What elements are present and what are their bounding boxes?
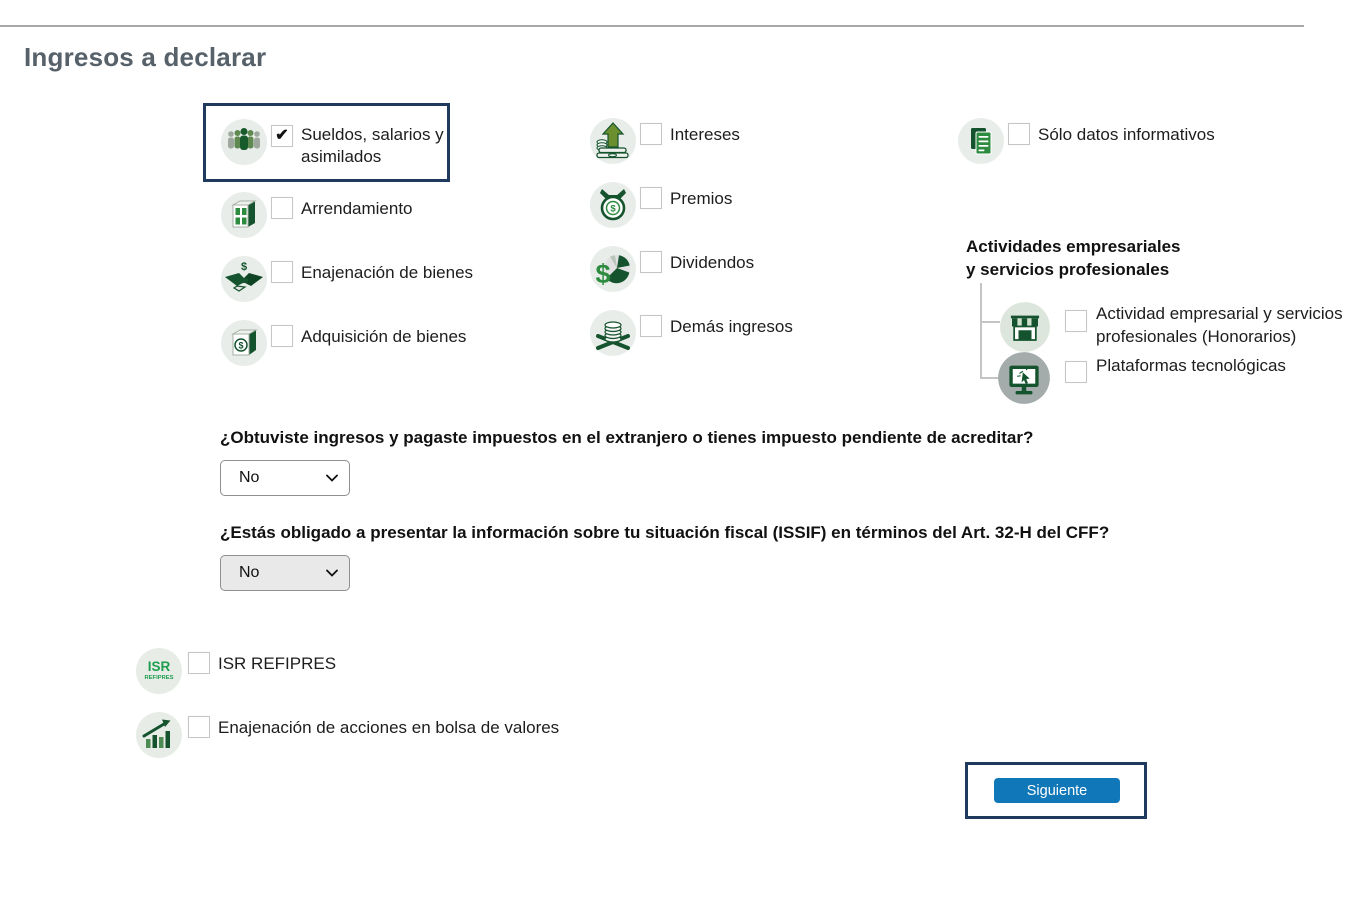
money-bag-icon — [589, 181, 637, 229]
handshake-dollar-icon — [220, 255, 268, 303]
pie-chart-dollar-icon — [589, 245, 637, 293]
acciones-bolsa-checkbox[interactable] — [188, 716, 210, 738]
issif-select[interactable] — [220, 555, 350, 591]
demas-ingresos-label: Demás ingresos — [670, 317, 793, 336]
svg-text:REFIPRES: REFIPRES — [144, 675, 174, 681]
premios-label: Premios — [670, 189, 733, 208]
top-divider — [0, 25, 1304, 27]
adquisicion-bienes-checkbox[interactable] — [271, 325, 293, 347]
premios-checkbox[interactable] — [640, 187, 662, 209]
chevron-down-icon — [326, 474, 338, 482]
next-button[interactable]: Siguiente — [994, 778, 1120, 803]
tree-connector-branch-1 — [980, 321, 1000, 323]
svg-text:$: $ — [610, 203, 616, 215]
page-title: Ingresos a declarar — [24, 42, 267, 72]
intereses-label: Intereses — [670, 125, 740, 144]
plataformas-checkbox[interactable] — [1065, 361, 1087, 383]
people-group-icon — [220, 118, 268, 166]
issif-question: ¿Estás obligado a presentar la información sobre tu situación fiscal (ISSIF) en términos del Art. 32-H del CFF? — [220, 523, 1110, 542]
svg-text:$: $ — [238, 340, 244, 351]
acciones-bolsa-label: Enajenación de acciones en bolsa de valores — [218, 718, 560, 737]
building-icon — [220, 191, 268, 239]
actividad-empresarial-checkbox[interactable] — [1065, 310, 1087, 332]
documents-icon — [957, 117, 1005, 165]
plataformas-label: Plataformas tecnológicas — [1096, 356, 1286, 375]
solo-datos-checkbox[interactable] — [1008, 123, 1030, 145]
svg-text:$: $ — [595, 259, 611, 289]
enajenacion-bienes-checkbox[interactable] — [271, 261, 293, 283]
foreign-income-question: ¿Obtuviste ingresos y pagaste impuestos en el extranjero o tienes impuesto pendiente de acreditar? — [220, 428, 1034, 447]
foreign-income-select[interactable] — [220, 460, 350, 496]
svg-text:ISR: ISR — [147, 659, 171, 674]
foreign-income-select-value: No — [239, 469, 260, 486]
enajenacion-bienes-label: Enajenación de bienes — [301, 263, 474, 282]
arrendamiento-checkbox[interactable] — [271, 197, 293, 219]
actividad-empresarial-label: Actividad empresarial y servicios profesionales (Honorarios) — [1096, 304, 1343, 346]
arrendamiento-label: Arrendamiento — [301, 199, 413, 218]
isr-refipres-label: ISR REFIPRES — [218, 654, 337, 673]
sueldos-checkbox[interactable] — [271, 125, 293, 147]
solo-datos-label: Sólo datos informativos — [1038, 125, 1215, 144]
dividendos-label: Dividendos — [670, 253, 755, 272]
check-icon: ✔ — [275, 127, 289, 144]
storefront-icon — [999, 301, 1051, 353]
tree-connector-vertical — [980, 283, 982, 379]
next-button-highlight-box — [965, 762, 1147, 819]
isr-refipres-icon — [135, 647, 183, 695]
money-growth-arrow-icon — [589, 117, 637, 165]
intereses-checkbox[interactable] — [640, 123, 662, 145]
sueldos-label: Sueldos, salarios y asimilados — [301, 125, 444, 166]
isr-refipres-checkbox[interactable] — [188, 652, 210, 674]
demas-ingresos-checkbox[interactable] — [640, 315, 662, 337]
monitor-cursor-icon — [997, 351, 1051, 405]
dividendos-checkbox[interactable] — [640, 251, 662, 273]
adquisicion-bienes-label: Adquisición de bienes — [301, 327, 467, 346]
coin-stack-icon — [589, 309, 637, 357]
issif-select-value: No — [239, 564, 260, 581]
chevron-down-icon — [326, 569, 338, 577]
business-section-header: Actividades empresariales y servicios profesionales — [966, 237, 1181, 279]
bar-chart-up-icon — [135, 711, 183, 759]
svg-text:$: $ — [240, 261, 248, 273]
box-dollar-icon — [220, 319, 268, 367]
